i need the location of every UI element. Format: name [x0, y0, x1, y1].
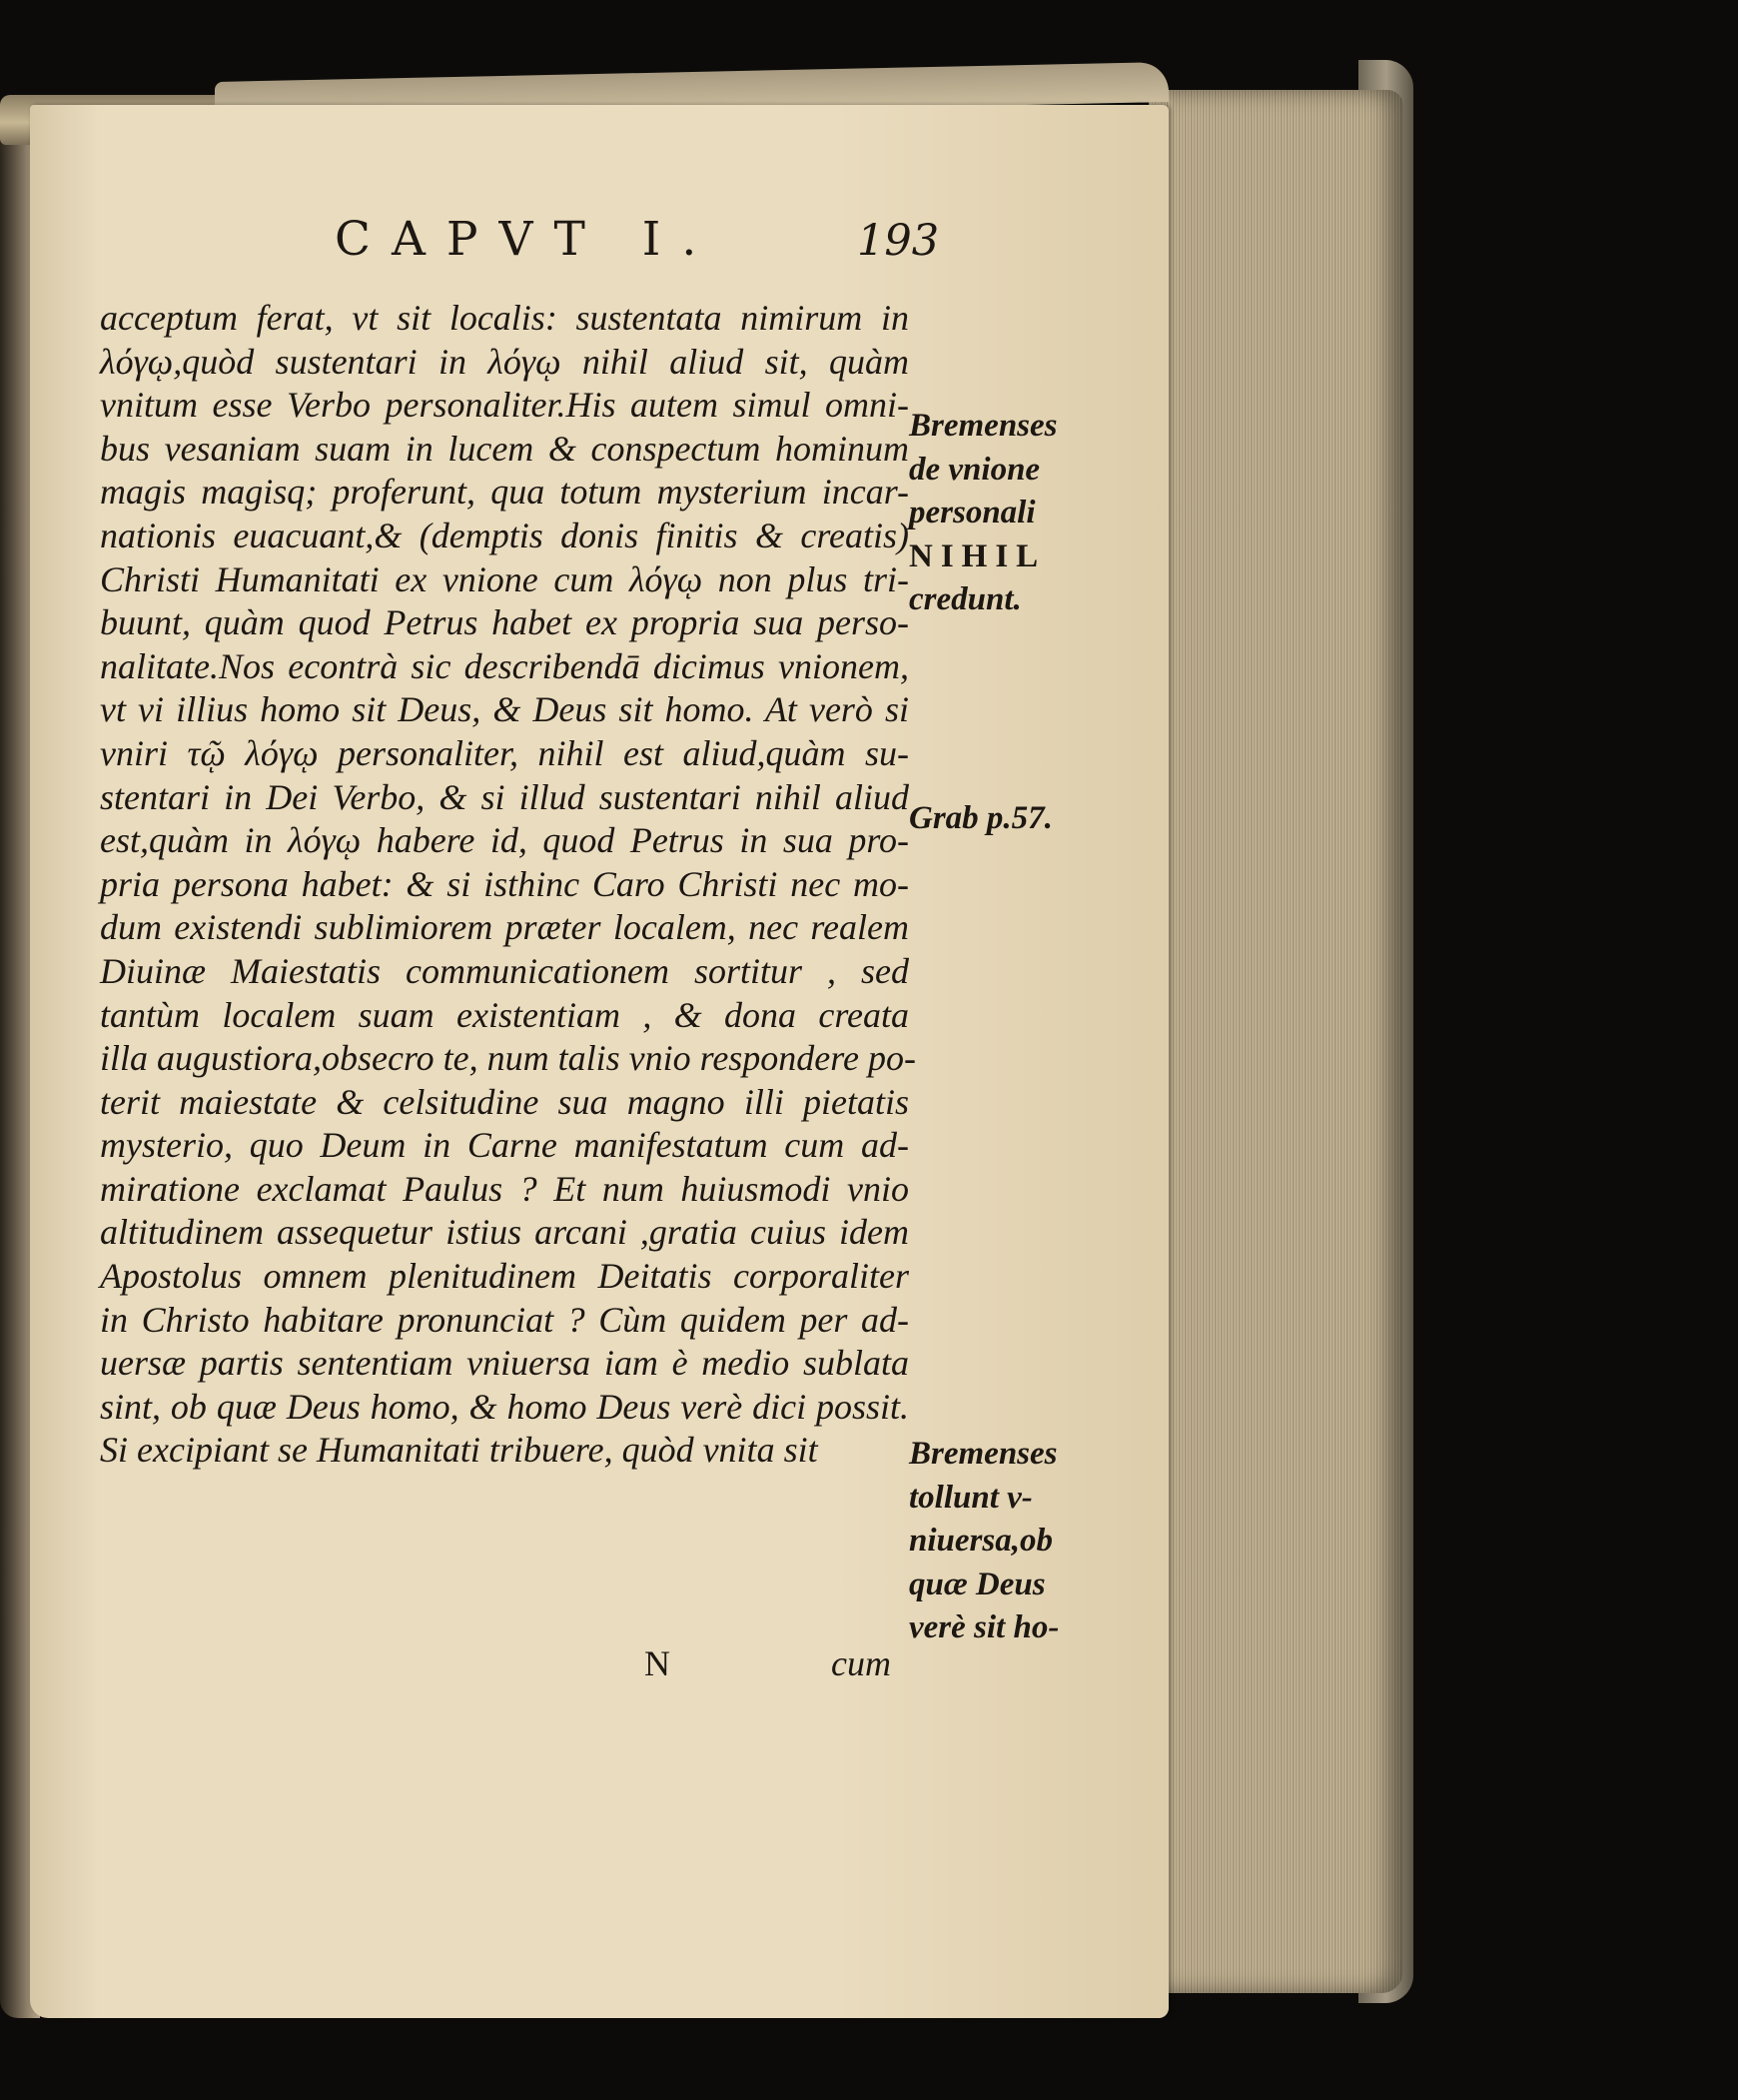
marginal-line: Grab p.57.	[909, 800, 1053, 836]
text-line: uersæ partis sententiam vniuersa iam è medio sublata	[100, 1343, 909, 1384]
text-line: pria persona habet: & si isthinc Caro Christi nec mo-	[100, 863, 909, 904]
marginal-line: credunt.	[909, 581, 1022, 618]
page-fore-edge	[1149, 90, 1403, 1993]
marginal-line: niuersa,ob	[909, 1523, 1053, 1560]
text-line: illa augustiora,obsecro te, num talis vnio respondere po-	[100, 1038, 916, 1079]
text-line: vt vi illius homo sit Deus, & Deus sit homo. At verò si	[100, 689, 909, 730]
main-text	[100, 297, 916, 1473]
text-line: mysterio, quo Deum in Carne manifestatum cum ad-	[100, 1125, 909, 1166]
signature-mark: N	[644, 1643, 670, 1683]
text-line: miratione exclamat Paulus ? Et num huiusmodi vnio	[100, 1168, 909, 1209]
marginal-note-bremenses	[909, 405, 1094, 622]
text-line: magis magisq; proferunt, qua totum mysterium incar-	[100, 472, 909, 513]
text-line: buunt, quàm quod Petrus habet ex propria sua perso-	[100, 602, 909, 643]
text-line: acceptum ferat, vt sit localis: sustentata nimirum in	[100, 298, 909, 338]
marginal-line: tollunt v-	[909, 1479, 1033, 1516]
text-line: Apostolus omnem plenitudinem Deitatis corporaliter	[100, 1256, 909, 1297]
marginal-line: NIHIL	[909, 537, 1047, 574]
text-line: est,quàm in λόγῳ habere id, quod Petrus in sua pro-	[100, 820, 909, 861]
text-line: vniri τῷ λόγῳ personaliter, nihil est aliud,quàm su-	[100, 732, 909, 773]
marginal-line: Bremenses	[909, 1436, 1058, 1472]
text-line: in Christo habitare pronunciat ? Cùm quidem per ad-	[100, 1299, 909, 1340]
page-number: 193	[857, 216, 940, 266]
catchword: cum	[831, 1643, 891, 1683]
text-line: terit maiestate & celsitudine sua magno illi pietatis	[100, 1081, 909, 1122]
text-line: tantùm localem suam existentiam , & dona creata	[100, 994, 909, 1035]
text-line: nalitate.Nos econtrà sic describendā dicimus vnionem,	[100, 645, 909, 686]
marginal-line: de vnione	[909, 451, 1041, 488]
marginal-note-reference	[909, 797, 1094, 841]
text-line: sint, ob quæ Deus homo, & homo Deus verè dici possit.	[100, 1386, 909, 1427]
text-line: altitudinem assequetur istius arcani ,gratia cuius idem	[100, 1212, 909, 1253]
marginal-line: Bremenses	[909, 408, 1058, 444]
text-line: λόγῳ,quòd sustentari in λόγῳ nihil aliud sit, quàm	[100, 341, 909, 382]
text-line: nationis euacuant,& (demptis donis finitis & creatis)	[100, 515, 909, 555]
text-line: dum existendi sublimiorem præter localem, nec realem	[100, 907, 909, 948]
text-line: vnitum esse Verbo personaliter.His autem simul omni-	[100, 385, 909, 426]
text-line: Diuinæ Maiestatis communicationem sortitur , sed	[100, 950, 909, 991]
marginal-line: verè sit ho-	[909, 1609, 1060, 1646]
marginal-line: personali	[909, 495, 1036, 531]
marginal-note-tollunt	[909, 1433, 1094, 1650]
text-line: Si excipiant se Humanitati tribuere, quòd vnita sit	[100, 1430, 818, 1471]
marginal-line: quæ Deus	[909, 1566, 1046, 1602]
text-line: bus vesaniam suam in lucem & conspectum hominum	[100, 428, 909, 469]
text-line: Christi Humanitati ex vnione cum λόγῳ non plus tri-	[100, 558, 909, 599]
running-head: CAPVT I.	[335, 212, 718, 267]
text-line: stentari in Dei Verbo, & si illud sustentari nihil aliud	[100, 776, 909, 817]
